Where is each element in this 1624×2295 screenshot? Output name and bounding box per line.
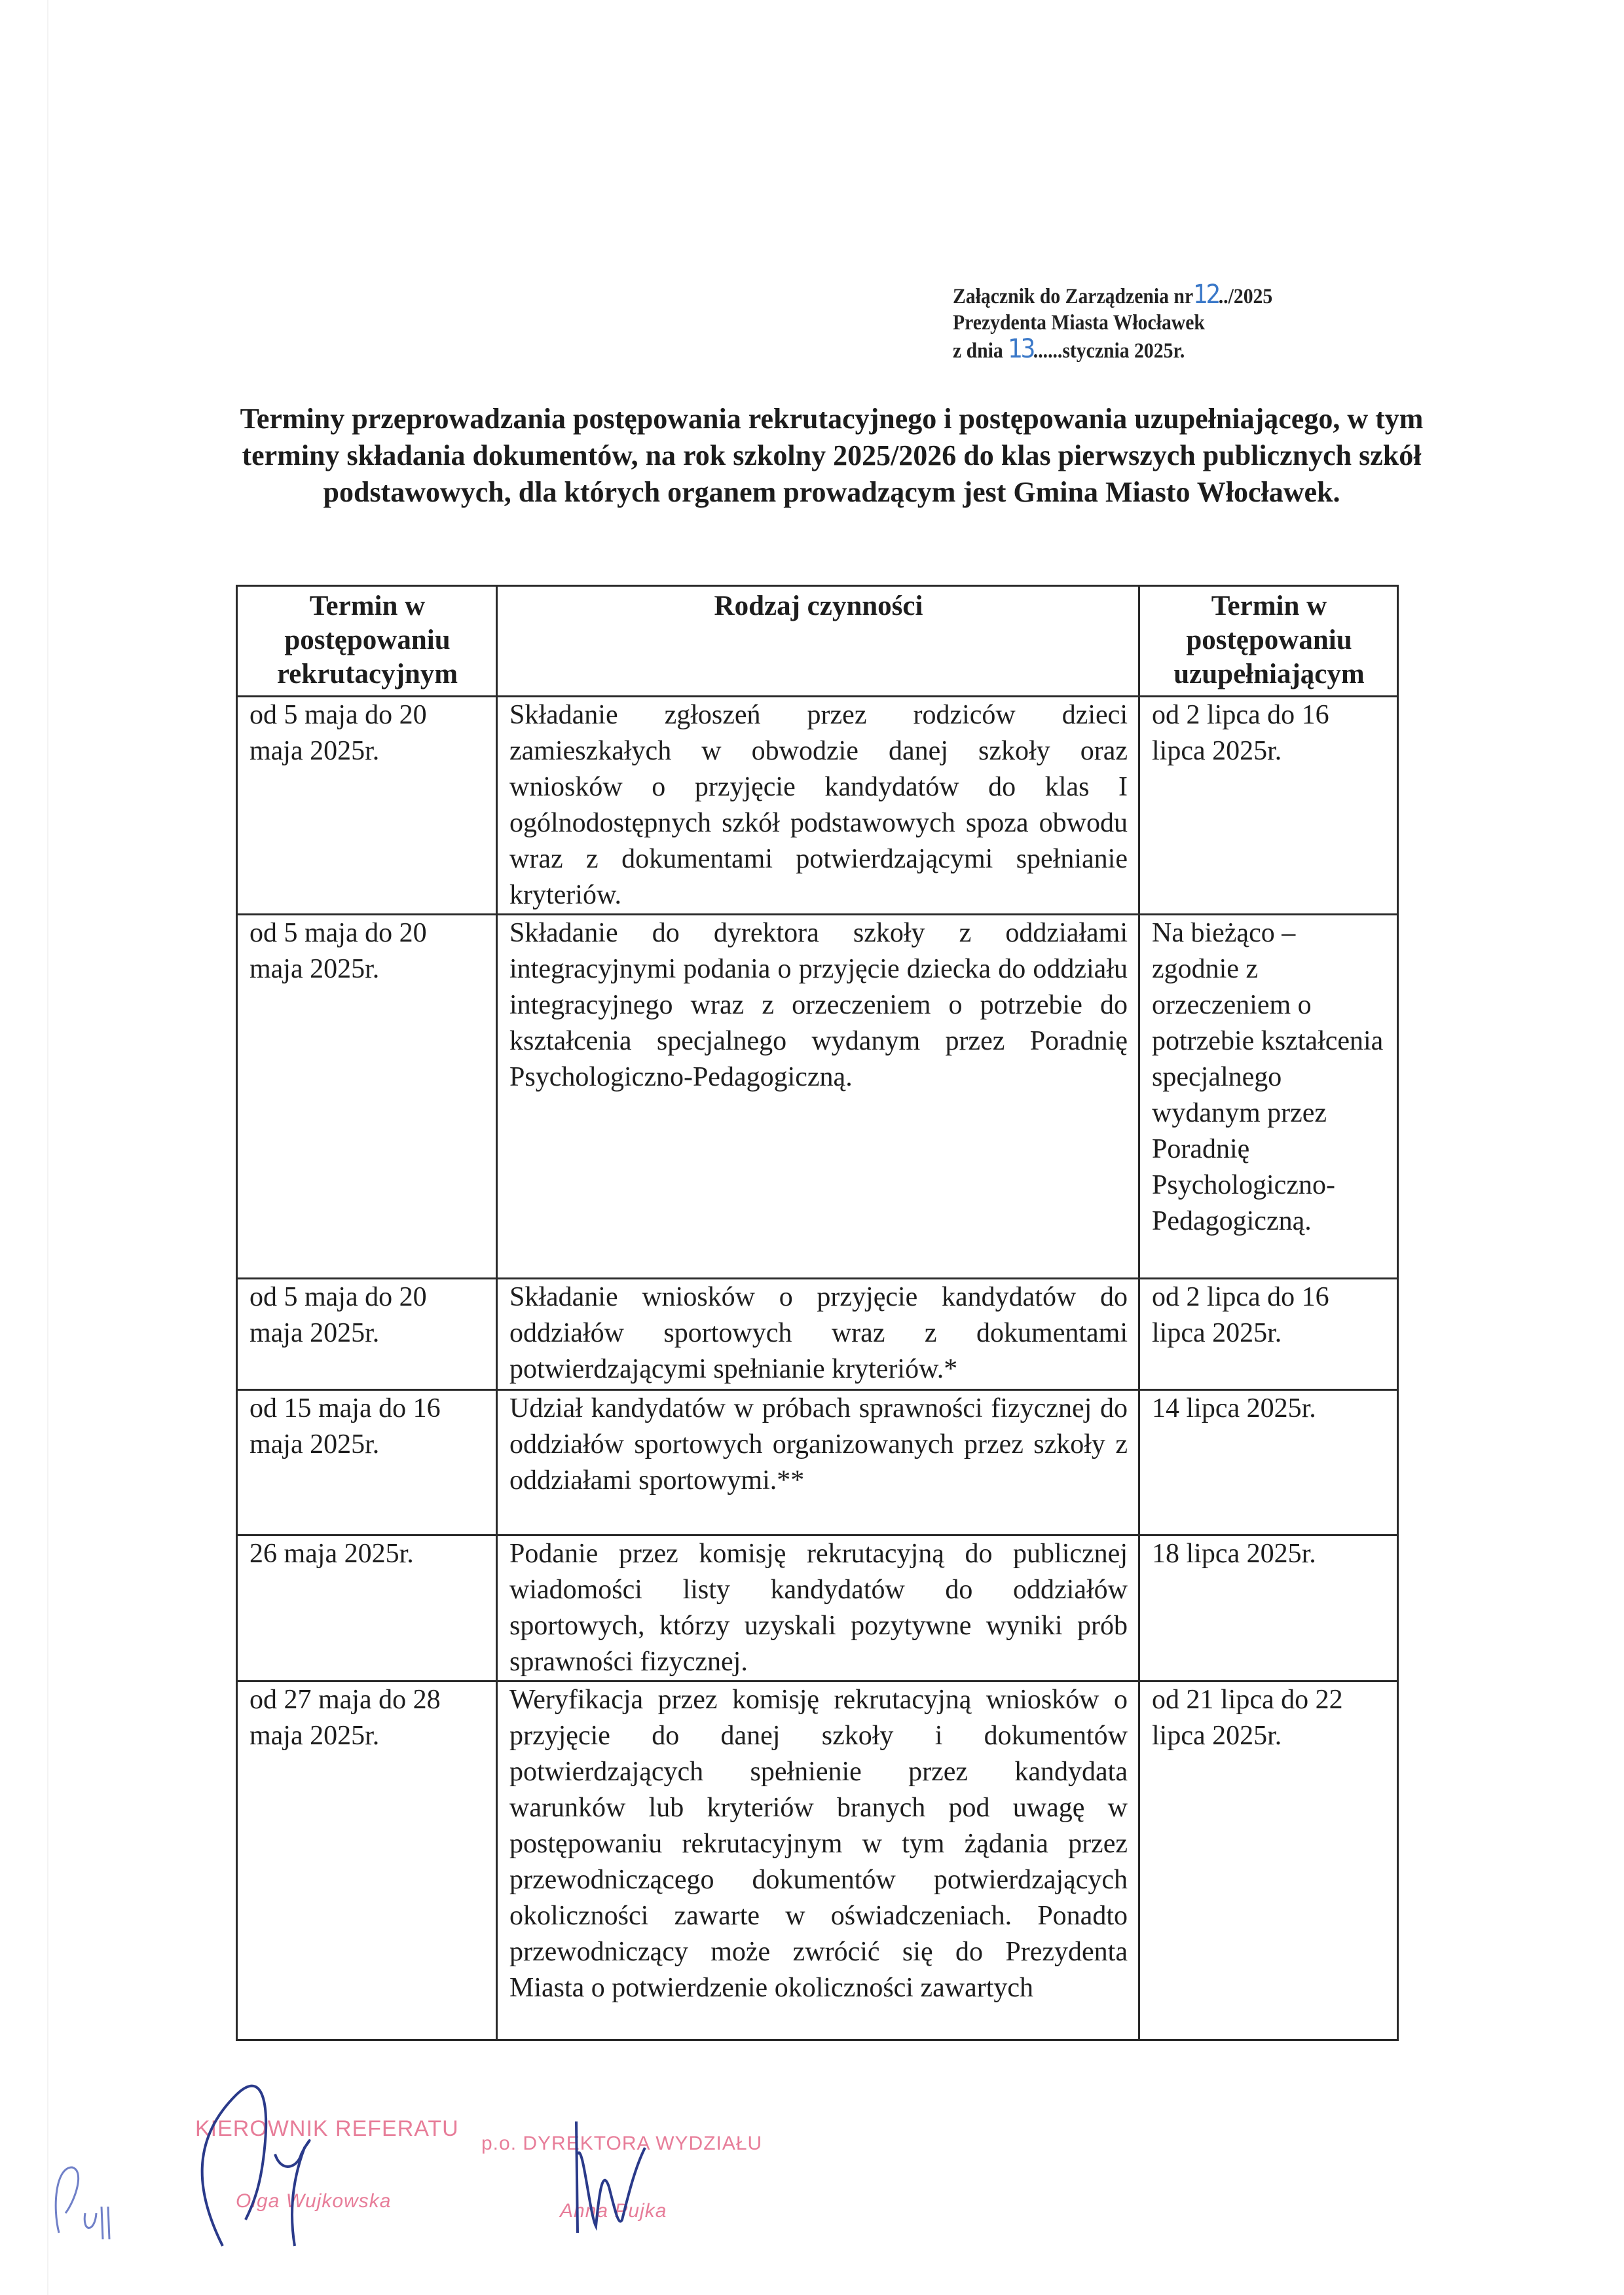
- cell-activity: Podanie przez komisję rekrutacyjną do publicznej wiadomości listy kandydatów do oddziałów sportowych, którzy uzyskali pozytywne wyniki prób sprawności fizycznej.: [497, 1535, 1139, 1681]
- signature-left: [183, 2063, 341, 2259]
- header-activity-type: Rodzaj czynności: [497, 586, 1139, 697]
- schedule-table: [236, 585, 1399, 2041]
- cell-supplementary-term: 14 lipca 2025r.: [1139, 1390, 1398, 1535]
- cell-activity: Udział kandydatów w próbach sprawności fizycznej do oddziałów sportowych organizowanych przez szkoły z oddziałami sportowymi.**: [497, 1390, 1139, 1535]
- annex-line-2: Prezydenta Miasta Włocławek: [953, 311, 1205, 335]
- cell-recruitment-term: od 5 maja do 20 maja 2025r.: [237, 915, 497, 1279]
- cell-recruitment-term: od 5 maja do 20 maja 2025r.: [237, 1279, 497, 1390]
- table-row: [237, 1390, 1398, 1535]
- table-row: [237, 1535, 1398, 1681]
- cell-activity: Składanie wniosków o przyjęcie kandydatów do oddziałów sportowych wraz z dokumentami potwierdzającymi spełnianie kryteriów.*: [497, 1279, 1139, 1390]
- stamp-left-title: KIEROWNIK REFERATU: [195, 2116, 459, 2141]
- cell-recruitment-term: od 27 maja do 28 maja 2025r.: [237, 1681, 497, 2040]
- cell-supplementary-term: od 21 lipca do 22 lipca 2025r.: [1139, 1681, 1398, 2040]
- annex-line-3: z dnia 13......stycznia 2025r.: [953, 334, 1185, 364]
- cell-activity: Weryfikacja przez komisję rekrutacyjną wniosków o przyjęcie do danej szkoły i dokumentów potwierdzających spełnienie przez kandydata warunków lub kryteriów branych pod uwagę w postępowaniu rekrutacyjnym w tym żądania przez przewodniczącego dokumentów potwierdzających okoliczności zawarte w oświadczeniach. Ponadto przewodniczący może zwrócić się do Prezydenta Miasta o potwierdzenie okoliczności zawartych: [497, 1681, 1139, 2040]
- stamp-left-name: Olga Wujkowska: [236, 2190, 392, 2212]
- scan-edge: [47, 0, 48, 2295]
- handwritten-order-number: 12: [1193, 280, 1219, 310]
- handwritten-day: 13: [1008, 334, 1033, 364]
- cell-supplementary-term: od 2 lipca do 16 lipca 2025r.: [1139, 697, 1398, 915]
- header-supplementary-term: Termin w postępowaniu uzupełniającym: [1139, 586, 1398, 697]
- cell-activity: Składanie do dyrektora szkoły z oddziałami integracyjnymi podania o przyjęcie dziecka do oddziału integracyjnego wraz z orzeczeniem o potrzebie do kształcenia specjalnego wydanym przez Poradnię Psychologiczno-Pedagogiczną.: [497, 915, 1139, 1279]
- table-header-row: [237, 586, 1398, 697]
- stamp-right-name: Anna Pujka: [560, 2200, 667, 2222]
- signature-right: [563, 2115, 655, 2246]
- table-row: [237, 1681, 1398, 2040]
- cell-supplementary-term: od 2 lipca do 16 lipca 2025r.: [1139, 1279, 1398, 1390]
- cell-supplementary-term: 18 lipca 2025r.: [1139, 1535, 1398, 1681]
- signature-initials: [49, 2154, 121, 2246]
- cell-recruitment-term: od 5 maja do 20 maja 2025r.: [237, 697, 497, 915]
- header-recruitment-term: Termin w postępowaniu rekrutacyjnym: [237, 586, 497, 697]
- table-row: [237, 915, 1398, 1279]
- cell-activity: Składanie zgłoszeń przez rodziców dzieci zamieszkałych w obwodzie danej szkoły oraz wniosków o przyjęcie kandydatów do klas I ogólnodostępnych szkół podstawowych spoza obwodu wraz z dokumentami potwierdzającymi spełnianie kryteriów.: [497, 697, 1139, 915]
- annex-line-1: Załącznik do Zarządzenia nr12../2025: [953, 280, 1273, 310]
- table-row: [237, 697, 1398, 915]
- cell-recruitment-term: 26 maja 2025r.: [237, 1535, 497, 1681]
- cell-supplementary-term: Na bieżąco – zgodnie z orzeczeniem o potrzebie kształcenia specjalnego wydanym przez Poradnię Psychologiczno-Pedagogiczną.: [1139, 915, 1398, 1279]
- annex-reference: [953, 282, 1272, 364]
- document-title: Terminy przeprowadzania postępowania rekrutacyjnego i postępowania uzupełniającego, w tym terminy składania dokumentów, na rok szkolny 2025/2026 do klas pierwszych publicznych szkół podstawowych, dla których organem prowadzącym jest Gmina Miasto Włocławek.: [240, 403, 1424, 508]
- stamp-right-title: p.o. DYREKTORA WYDZIAŁU: [481, 2133, 763, 2154]
- cell-recruitment-term: od 15 maja do 16 maja 2025r.: [237, 1390, 497, 1535]
- table-row: [237, 1279, 1398, 1390]
